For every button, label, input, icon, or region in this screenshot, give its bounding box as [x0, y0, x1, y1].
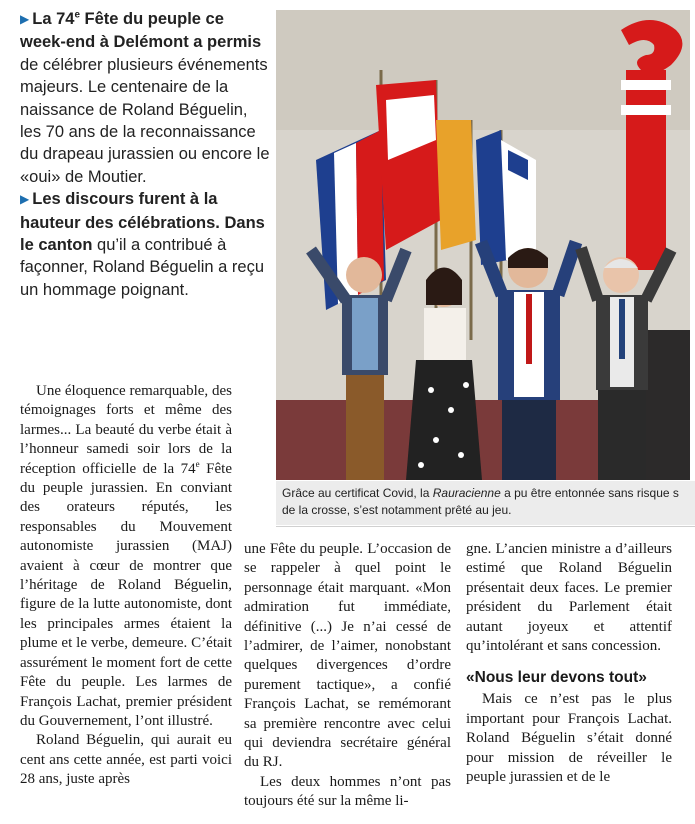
- article-column-2: [244, 540, 451, 812]
- column-1-paragraph-2: Roland Béguelin, qui aurait eu cent ans cette année, est parti voici 28 ans, juste après: [20, 732, 232, 788]
- event-photo: [276, 10, 690, 480]
- photo-illustration: [276, 10, 690, 480]
- caption-line-1: Grâce au certificat Covid, la Rauracienne a pu être entonnée sans risque s: [282, 486, 679, 500]
- caption-divider: [276, 526, 695, 527]
- column-1-paragraph-1: Une éloquence remarquable, des témoignages forts et même des larmes... La beauté du verbe était à l’honneur samedi soir lors de la réception officielle de la 74e Fête du peuple jurassien. En conviant des orateurs réputés, les responsables du Mouvement autonomiste jurassien (MAJ) avaient à cœur de montrer que l’héritage de Roland Béguelin, figure de la lutte autonomiste, dont les principales armes étaient la plume et le verbe, demeure. C’était assurément le moment fort de cette Fête du peuple. Les larmes de François Lachat, premier président du Gouvernement, l’ont illustré.: [20, 383, 233, 729]
- lead-p2-bold: Les discours furent à la hauteur des célébrations. Dans le canton: [20, 190, 265, 255]
- lead-p1-bold: La 74e Fête du peuple ce week-end à Delémont a permis: [20, 9, 262, 52]
- column-3-paragraph-1: gne. L’ancien ministre a d’ailleurs estimé que Roland Béguelin présentait deux faces. Le premier président du Parlement était autant joyeux et attentif qu’intolérant et sans concession.: [466, 541, 672, 655]
- lead-p2-text: qu’il a contribué à façonner, Roland Béguelin a reçu un hommage poignant.: [20, 236, 265, 299]
- caption-line-2: de la crosse, s’est notamment prêté au jeu.: [282, 503, 512, 517]
- column-3-paragraph-2: Mais ce n’est pas le plus important pour François Lachat. Roland Béguelin s’était donné pour mission de réveiller le peuple jurassien et de le: [466, 691, 672, 786]
- subheading: «Nous leur devons tout»: [466, 669, 647, 687]
- lead-p2: [20, 188, 270, 301]
- column-2-paragraph-2: Les deux hommes n’ont pas toujours été sur la même li-: [244, 773, 451, 810]
- triangle-bullet-icon: ▶: [20, 12, 30, 26]
- lead-paragraph: [20, 8, 270, 301]
- photo-caption: [276, 481, 695, 525]
- article-column-1: [20, 382, 232, 790]
- article-column-3: [466, 540, 672, 787]
- column-2-paragraph-1: une Fête du peuple. L’occasion de se rappeler à quel point le personnage était marquant. «Mon admiration fut immédiate, définitive (...) Je n’ai cessé de l’admirer, de l’aimer, nonobstant quelques divergences d’ordre purement tactique», a confié François Lachat, se remémorant sa première rencontre avec celui qui deviendra secrétaire général du RJ.: [244, 541, 451, 771]
- lead-p1: [20, 8, 270, 188]
- lead-p1-text: de célébrer plusieurs événements majeurs. Le centenaire de la naissance de Roland Béguelin, les 70 ans de la reconnaissance du drapeau jurassien ou encore le «oui» de Moutier.: [20, 55, 270, 186]
- triangle-bullet-icon: ▶: [20, 192, 30, 207]
